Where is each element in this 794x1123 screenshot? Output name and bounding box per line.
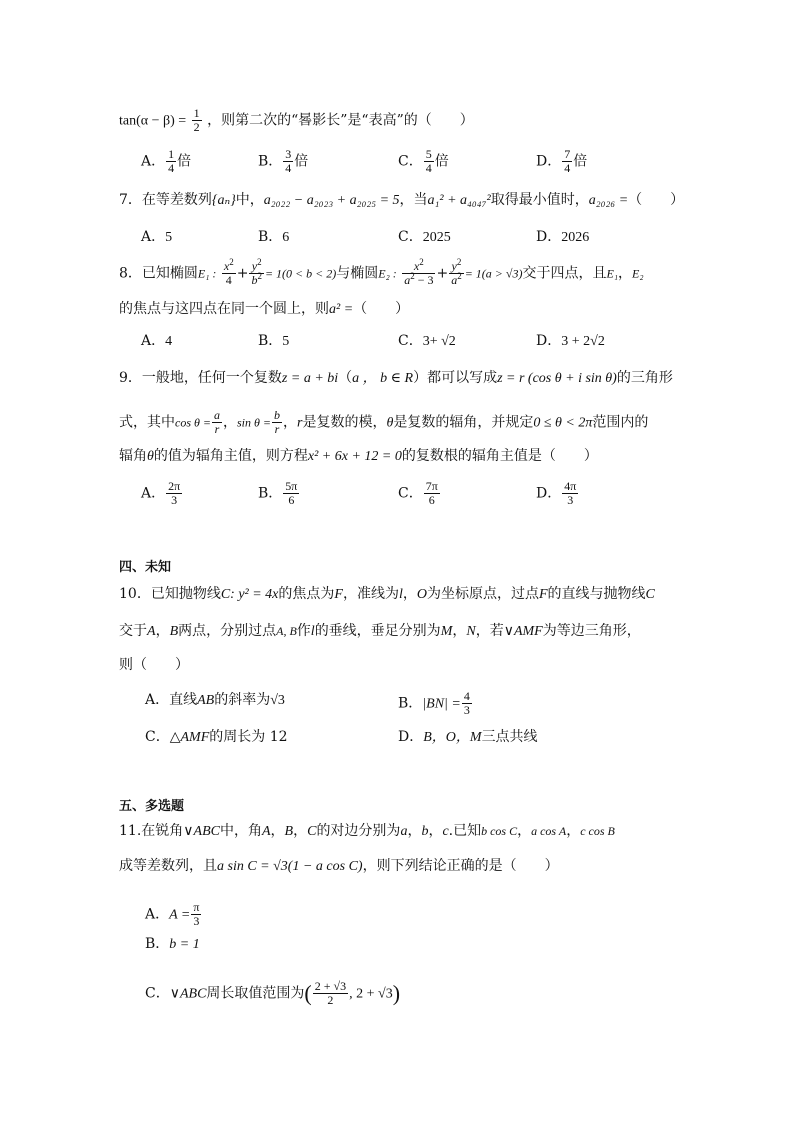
- q8-option-d: D．3 + 2√2: [536, 333, 605, 349]
- q9-option-c: C． $\frac{7\pi}{6}$: [398, 479, 438, 507]
- q10-option-b: B．|BN| = $\frac{4}{3}$: [398, 689, 470, 717]
- q7-option-d: D．2026: [536, 229, 590, 245]
- q8-option-a: A．4: [141, 333, 173, 349]
- q6-option-c: C． $\frac{5}{4}$ 倍: [398, 147, 449, 175]
- q9-option-a: A． $\frac{2\pi}{3}$: [141, 479, 181, 507]
- q8-question-line2: 的焦点与这四点在同一个圆上，则a² =（ ）: [119, 301, 410, 317]
- section-heading-5: 五、多选题: [119, 799, 185, 814]
- q8-question-line1: 8．已知椭圆E₁ : $\frac{x^2}{4}$ + $\frac{y^2}{b^2}$ = 1(0 < b < 2)与椭圆E₂ : $\frac{x^2}{a^2 - 3}$ + $\frac{y^2}{a^2}$ = 1(a > √3)交于四点，且E₁，E₂: [119, 257, 644, 287]
- q10-question-line3: 则（ ）: [119, 657, 189, 673]
- section-heading-4: 四、未知: [119, 560, 172, 575]
- q7-question: 7．在等差数列{aₙ}中，a₂₀₂₂ − a₂₀₂₃ + a₂₀₂₅ = 5，当a₁² + a₄₀₄₇²取得最小值时，a₂₀₂₆ =（ ）: [119, 192, 685, 208]
- q7-option-a: A．5: [141, 229, 173, 245]
- q9-question-line2: 式，其中cos θ = $\frac{a}{r}$ ，sin θ = $\frac{b}{r}$ ，r是复数的模，θ是复数的辐角，并规定0 ≤ θ < 2π范围内的: [119, 408, 649, 436]
- q9-option-b: B． $\frac{5\pi}{6}$: [258, 479, 298, 507]
- q10-question-line2: 交于A，B两点，分别过点A, B作l的垂线，垂足分别为M，N，若∨AMF为等边三角形，: [119, 623, 641, 639]
- q6-math: tan(α − β) =: [119, 113, 187, 129]
- q6-fraction: $\frac{1}{2}$: [193, 106, 200, 134]
- q10-question-line1: 10．已知抛物线C: y² = 4x的焦点为F，准线为l，O为坐标原点，过点F的直线与抛物线C: [119, 586, 655, 602]
- q6-option-a: A． $\frac{1}{4}$ 倍: [141, 147, 192, 175]
- q7-option-b: B．6: [258, 229, 290, 245]
- q11-question-line1: 11.在锐角∨ABC中，角A，B，C的对边分别为a，b，c.已知b cos C，a cos A，c cos B: [119, 823, 615, 839]
- q8-option-b: B．5: [258, 333, 290, 349]
- q6-text: ，则第二次的“晷影长”是“表高”的（ ）: [207, 112, 474, 129]
- q11-option-b: B．b = 1: [145, 936, 200, 952]
- q11-option-c: C．∨ABC周长取值范围为( $\frac{2 + √3}{2}$ , 2 + √3): [145, 979, 401, 1007]
- q6-option-d: D． $\frac{7}{4}$ 倍: [536, 147, 588, 175]
- q9-option-d: D． $\frac{4\pi}{3}$: [536, 479, 577, 507]
- q6-tail-line: [119, 107, 474, 134]
- q8-option-c: C．3+ √2: [398, 333, 456, 349]
- q11-option-a: A．A = $\frac{\pi}{3}$: [145, 900, 200, 928]
- q9-question-line1: 9．一般地，任何一个复数z = a + bi（a ， b ∈ R）都可以写成z = r (cos θ + i sin θ)的三角形: [119, 370, 673, 386]
- q11-question-line2: 成等差数列，且a sin C = √3(1 − a cos C)，则下列结论正确的是（ ）: [119, 858, 559, 874]
- q10-option-d: D．B，O，M三点共线: [398, 729, 538, 745]
- q10-option-a: A．直线AB的斜率为√3: [145, 692, 285, 708]
- q7-option-c: C．2025: [398, 229, 451, 245]
- q9-question-line3: 辐角θ的值为辐角主值，则方程x² + 6x + 12 = 0的复数根的辐角主值是（ ）: [119, 448, 598, 464]
- q6-option-b: B． $\frac{3}{4}$ 倍: [258, 147, 309, 175]
- q10-option-c: C．△AMF的周长为 12: [145, 729, 288, 745]
